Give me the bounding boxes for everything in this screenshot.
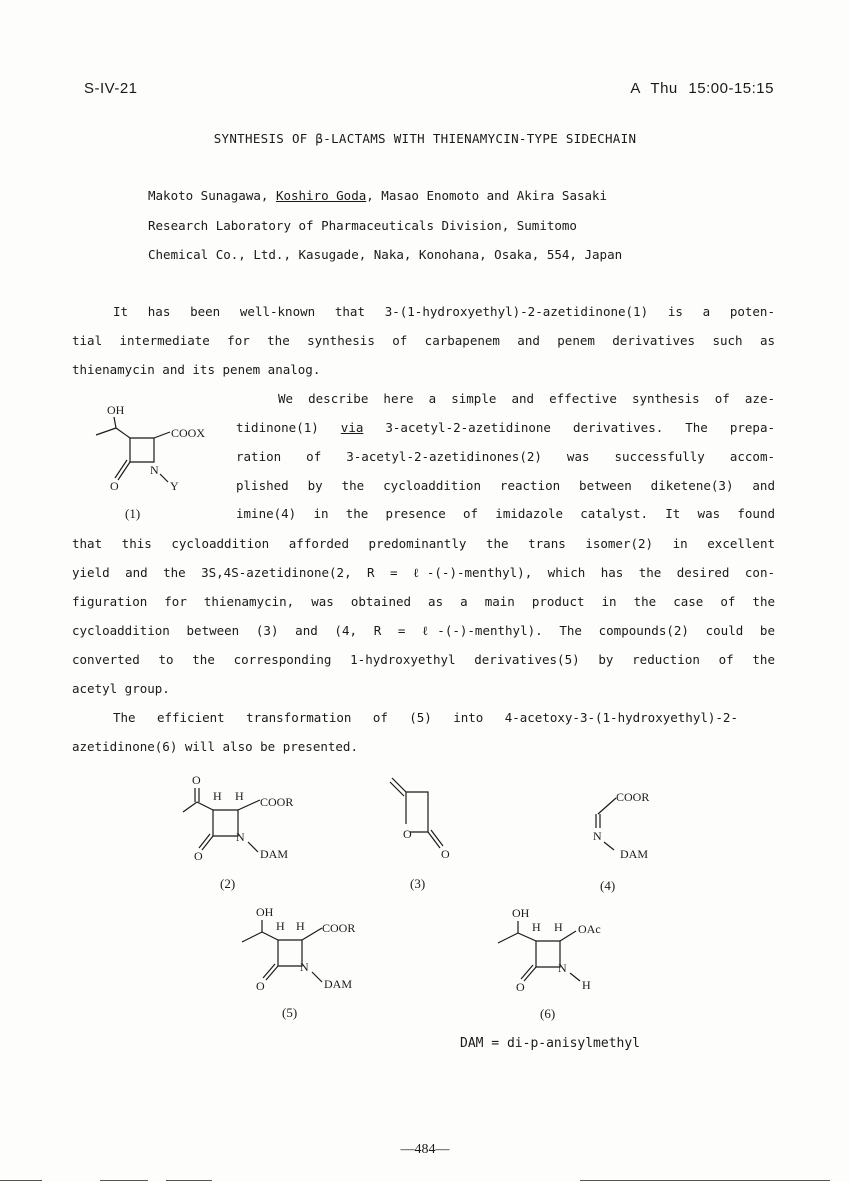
s5-h2: H: [296, 919, 305, 933]
structure-6-acetoxyazetidinone: [494, 903, 624, 998]
s5-o: O: [256, 979, 265, 993]
paragraph-2-line-5: imine(4) in the presence of imidazole catalyst. It was found: [236, 506, 775, 521]
structure-4-imine: [588, 784, 688, 869]
structure-4-label: (4): [600, 878, 616, 893]
structure-3-label: (3): [410, 876, 426, 891]
s5-coor: COOR: [322, 921, 356, 935]
s1-coox: COOX: [171, 426, 206, 440]
structure-1-label: (1): [125, 506, 141, 521]
s1-oh: OH: [107, 403, 125, 417]
s5-h1: H: [276, 919, 285, 933]
structure-6-label: (6): [540, 1006, 556, 1021]
page-number: —484—: [400, 1142, 450, 1157]
presenting-author: Koshiro Goda: [275, 188, 367, 203]
s2-coor: COOR: [260, 795, 294, 809]
structure-1-azetidinone: [90, 398, 220, 498]
s4-coor: COOR: [616, 790, 650, 804]
paragraph-1-line-2: tial intermediate for the synthesis of carbapenem and penem derivatives such as: [72, 333, 775, 348]
affiliation-line-1: Research Laboratory of Pharmaceuticals Division, Sumitomo: [148, 218, 577, 233]
structure-3-diketene: [388, 776, 468, 866]
paper-title: SYNTHESIS OF β-LACTAMS WITH THIENAMYCIN-TYPE SIDECHAIN: [213, 131, 637, 146]
s6-h1: H: [532, 920, 541, 934]
abstract-code: S-IV-21: [84, 80, 138, 97]
s2-o: O: [194, 849, 203, 863]
structure-2-acetylazetidinone: [178, 772, 318, 867]
s5-n: N: [300, 960, 309, 974]
scan-rule-4: [580, 1180, 830, 1181]
session-time: A Thu 15:00-15:15: [630, 80, 774, 97]
s6-h2: H: [554, 920, 563, 934]
structure-5-label: (5): [282, 1005, 298, 1020]
s6-oac: OAc: [578, 922, 601, 936]
s1-y: Y: [170, 479, 179, 493]
paragraph-3-line-1: The efficient transformation of (5) into 4-acetoxy-3-(1-hydroxyethyl)-2-: [113, 710, 738, 725]
paragraph-2-line-4: plished by the cycloaddition reaction between diketene(3) and: [236, 478, 775, 493]
p2-line2-pre: tidinone(1): [236, 420, 341, 435]
s5-dam: DAM: [324, 977, 353, 991]
authors-post: , Masao Enomoto and Akira Sasaki: [366, 188, 608, 203]
s2-dam: DAM: [260, 847, 289, 861]
paragraph-1-line-3: thienamycin and its penem analog.: [72, 362, 321, 377]
s4-n: N: [593, 829, 602, 843]
s6-n: N: [558, 961, 567, 975]
via-word: via: [340, 420, 364, 435]
s6-h-n: H: [582, 978, 591, 992]
s1-o: O: [110, 479, 119, 493]
structure-5-hydroxyethylazetidinone: [236, 902, 376, 997]
paragraph-2-line-11: acetyl group.: [72, 681, 170, 696]
s2-h2: H: [235, 789, 244, 803]
scan-rule-1: [0, 1180, 42, 1181]
authors-pre: Makoto Sunagawa,: [148, 188, 276, 203]
scan-rule-2: [100, 1180, 148, 1181]
s2-o-top: O: [192, 773, 201, 787]
paragraph-2-line-1: We describe here a simple and effective synthesis of aze-: [278, 391, 775, 406]
paragraph-2-line-3: ration of 3-acetyl-2-azetidinones(2) was successfully accom-: [236, 449, 775, 464]
s2-n: N: [236, 830, 245, 844]
scan-rule-3: [166, 1180, 212, 1181]
paragraph-2-line-6: that this cycloaddition afforded predominantly the trans isomer(2) in excellent: [72, 536, 775, 551]
paragraph-2-line-8: figuration for thienamycin, was obtained as a main product in the case of the: [72, 594, 775, 609]
s3-o-ring: O: [403, 827, 412, 841]
s6-o: O: [516, 980, 525, 994]
s3-o-carbonyl: O: [441, 847, 450, 861]
paragraph-2-line-2: [236, 422, 775, 435]
s2-h1: H: [213, 789, 222, 803]
s6-oh: OH: [512, 906, 530, 920]
dam-definition: DAM = di-p-anisylmethyl: [460, 1036, 641, 1051]
author-list: [148, 188, 607, 203]
p2-line2-post: 3-acetyl-2-azetidinone derivatives. The prepa-: [363, 420, 775, 435]
paragraph-1-line-1: It has been well-known that 3-(1-hydroxyethyl)-2-azetidinone(1) is a poten-: [113, 304, 775, 319]
s5-oh: OH: [256, 905, 274, 919]
affiliation-line-2: Chemical Co., Ltd., Kasugade, Naka, Konohana, Osaka, 554, Japan: [148, 247, 623, 262]
paragraph-2-line-9: cycloaddition between (3) and (4, R = ℓ-(-)-menthyl). The compounds(2) could be: [72, 623, 775, 638]
s4-dam: DAM: [620, 847, 649, 861]
paragraph-3-line-2: azetidinone(6) will also be presented.: [72, 739, 358, 754]
paragraph-2-line-10: converted to the corresponding 1-hydroxyethyl derivatives(5) by reduction of the: [72, 652, 775, 667]
s1-n: N: [150, 463, 159, 477]
paragraph-2-line-7: yield and the 3S,4S-azetidinone(2, R = ℓ-(-)-menthyl), which has the desired con-: [72, 565, 775, 580]
structure-2-label: (2): [220, 876, 236, 891]
